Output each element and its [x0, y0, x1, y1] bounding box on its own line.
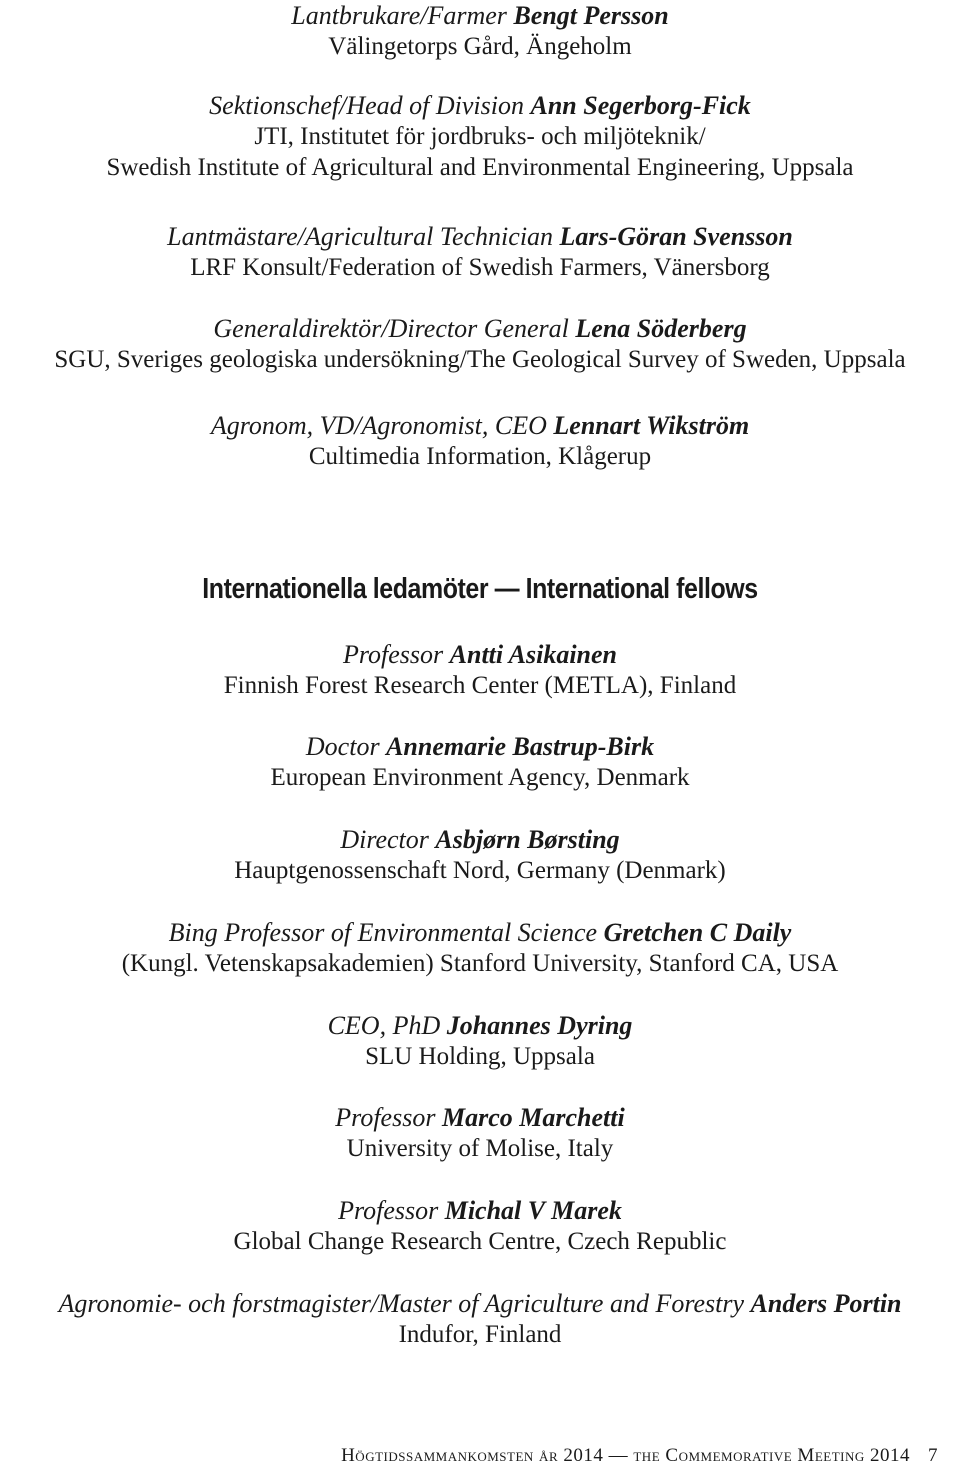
member-title-line — [0, 313, 960, 344]
member-title: Lantbrukare/Farmer — [291, 1, 507, 30]
fellow-title-line — [0, 1010, 960, 1041]
fellow-name: Marco Marchetti — [441, 1103, 625, 1132]
fellow-title-line — [0, 1288, 960, 1319]
member-name: Ann Segerborg-Fick — [530, 91, 751, 120]
member-title: Generaldirektör/Director General — [213, 314, 569, 343]
member-title-line — [0, 221, 960, 252]
member-affiliation: Välingetorps Gård, Ängeholm — [328, 33, 632, 60]
member-name: Lennart Wikström — [553, 411, 750, 440]
member-title: Sektionschef/Head of Division — [209, 91, 524, 120]
fellow-entry — [0, 1102, 960, 1164]
fellow-title-line — [0, 1102, 960, 1133]
page-footer — [341, 1444, 938, 1468]
member-entry — [0, 410, 960, 472]
fellow-title-line — [0, 1195, 960, 1226]
member-entry — [0, 90, 960, 183]
fellow-name: Antti Asikainen — [449, 640, 618, 669]
member-entry — [0, 221, 960, 283]
fellow-title: Agronomie- och forstmagister/Master of Agriculture and Forestry — [58, 1289, 745, 1318]
member-name: Lars-Göran Svensson — [559, 222, 793, 251]
fellow-title-line — [0, 639, 960, 670]
section-heading: Internationella ledamöter — International fellows — [202, 573, 758, 605]
member-name: Bengt Persson — [513, 1, 669, 30]
fellow-name: Anders Portin — [750, 1289, 902, 1318]
fellow-title: Director — [340, 825, 429, 854]
fellow-title-line — [0, 917, 960, 948]
footer-text: Högtidssammankomsten år 2014 — the Commemorative Meeting 2014 — [341, 1445, 910, 1466]
fellow-entry — [0, 1288, 960, 1350]
fellow-entry — [0, 917, 960, 979]
fellow-entry — [0, 1195, 960, 1257]
member-affiliation: LRF Konsult/Federation of Swedish Farmers, Vänersborg — [190, 254, 770, 281]
fellow-affiliation: SLU Holding, Uppsala — [365, 1043, 595, 1070]
fellow-title-line — [0, 824, 960, 855]
fellow-title: Bing Professor of Environmental Science — [168, 918, 598, 947]
member-title-line — [0, 0, 960, 31]
fellow-title: CEO, PhD — [327, 1011, 441, 1040]
member-title-line — [0, 90, 960, 121]
member-entry — [0, 313, 960, 375]
fellow-name: Asbjørn Børsting — [435, 825, 620, 854]
fellow-name: Annemarie Bastrup-Birk — [386, 732, 655, 761]
fellow-affiliation: Hauptgenossenschaft Nord, Germany (Denmark) — [234, 857, 726, 884]
fellow-title: Doctor — [305, 732, 380, 761]
fellow-title: Professor — [342, 640, 444, 669]
member-title: Lantmästare/Agricultural Technician — [167, 222, 554, 251]
fellow-affiliation: (Kungl. Vetenskapsakademien) Stanford University, Stanford CA, USA — [121, 950, 839, 977]
member-title-line — [0, 410, 960, 441]
fellow-affiliation: European Environment Agency, Denmark — [270, 764, 690, 791]
member-affiliation: Cultimedia Information, Klågerup — [308, 443, 652, 470]
fellow-name: Johannes Dyring — [446, 1011, 633, 1040]
fellow-affiliation: Global Change Research Centre, Czech Republic — [233, 1228, 727, 1255]
fellow-name: Michal V Marek — [444, 1196, 622, 1225]
fellow-entry — [0, 731, 960, 793]
fellow-affiliation: Finnish Forest Research Center (METLA), Finland — [223, 672, 737, 699]
member-entry — [0, 0, 960, 62]
fellow-affiliation: Indufor, Finland — [398, 1321, 562, 1348]
member-affiliation: Swedish Institute of Agricultural and Environmental Engineering, Uppsala — [106, 154, 854, 181]
fellow-title-line — [0, 731, 960, 762]
fellow-name: Gretchen C Daily — [603, 918, 792, 947]
member-affiliation: SGU, Sveriges geologiska undersökning/The Geological Survey of Sweden, Uppsala — [54, 346, 906, 373]
fellow-entry — [0, 824, 960, 886]
member-title: Agronom, VD/Agronomist, CEO — [210, 411, 547, 440]
fellow-title: Professor — [338, 1196, 439, 1225]
page-number: 7 — [928, 1445, 938, 1466]
member-affiliation: JTI, Institutet för jordbruks- och miljöteknik/ — [254, 123, 706, 150]
fellow-entry — [0, 1010, 960, 1072]
fellow-entry — [0, 639, 960, 701]
member-name: Lena Söderberg — [575, 314, 747, 343]
fellow-title: Professor — [335, 1103, 436, 1132]
fellow-affiliation: University of Molise, Italy — [346, 1135, 614, 1162]
